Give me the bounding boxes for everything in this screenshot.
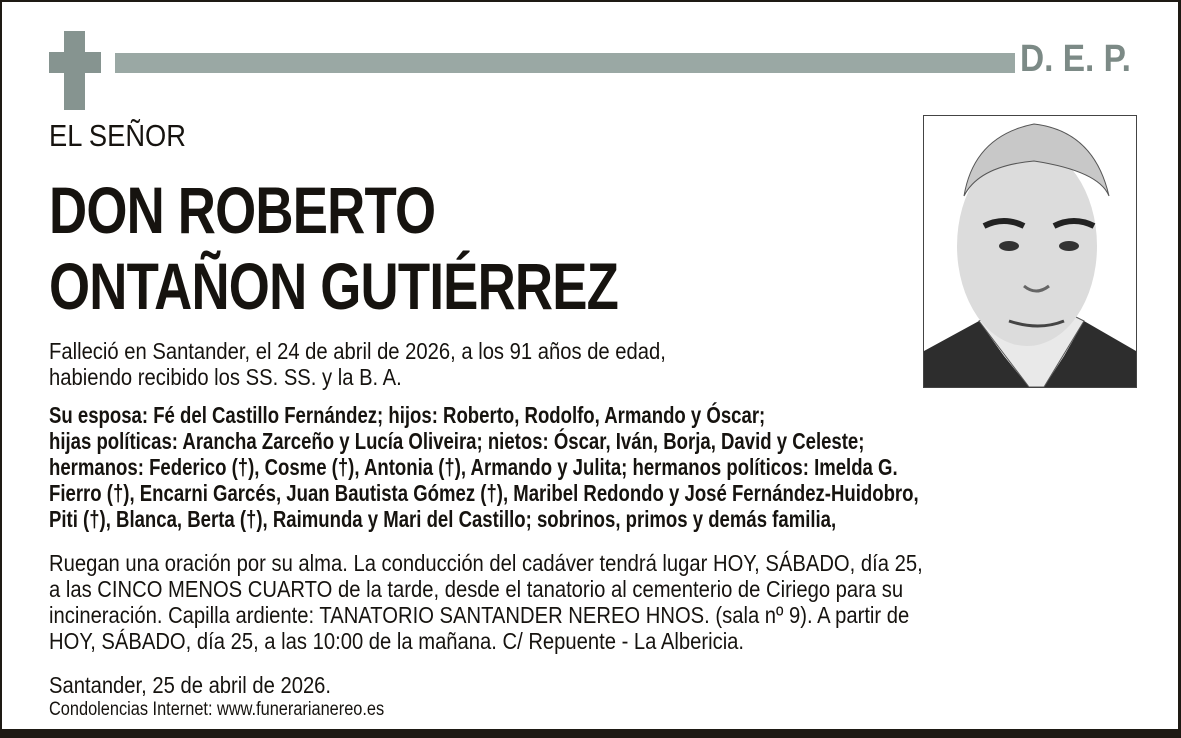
- portrait-photo: [923, 115, 1137, 388]
- condolences-link[interactable]: Condolencias Internet: www.funerarianereo.es: [49, 699, 385, 720]
- name-line-2: ONTAÑON GUTIÉRREZ: [49, 249, 619, 323]
- header-rule: [115, 53, 1015, 73]
- family-line: hermanos: Federico (†), Cosme (†), Antonia (†), Armando y Julita; hermanos políticos: Imelda G.: [49, 454, 898, 480]
- service-line: incineración. Capilla ardiente: TANATORIO SANTANDER NEREO HNOS. (sala nº 9). A partir de: [49, 602, 910, 628]
- family-line: Piti (†), Blanca, Berta (†), Raimunda y Mari del Castillo; sobrinos, primos y demás familia,: [49, 506, 837, 532]
- name-line-1: DON ROBERTO: [49, 173, 436, 247]
- obituary-card: [2, 2, 1178, 729]
- service-line: HOY, SÁBADO, día 25, a las 10:00 de la mañana. C/ Repuente - La Albericia.: [49, 628, 745, 654]
- deceased-name: [49, 172, 618, 324]
- family-line: hijas políticas: Arancha Zarceño y Lucía Oliveira; nietos: Óscar, Iván, Borja, David y Celeste;: [49, 428, 865, 454]
- death-notice-line-1: Falleció en Santander, el 24 de abril de 2026, a los 91 años de edad,: [49, 338, 666, 364]
- service-line: Ruegan una oración por su alma. La conducción del cadáver tendrá lugar HOY, SÁBADO, día 25,: [49, 550, 923, 576]
- portrait-icon: [924, 116, 1136, 387]
- place-date: Santander, 25 de abril de 2026.: [49, 672, 332, 698]
- dep-label: D. E. P.: [1020, 38, 1131, 80]
- family-line: Su esposa: Fé del Castillo Fernández; hijos: Roberto, Rodolfo, Armando y Óscar;: [49, 402, 766, 428]
- family-line: Fierro (†), Encarni Garcés, Juan Bautista Gómez (†), Maribel Redondo y José Fernández-Huidobro,: [49, 480, 919, 506]
- service-line: a las CINCO MENOS CUARTO de la tarde, desde el tanatorio al cementerio de Ciriego para su: [49, 576, 904, 602]
- honorific: EL SEÑOR: [49, 118, 186, 153]
- latin-cross-icon-arm: [49, 52, 101, 73]
- death-notice-line-2: habiendo recibido los SS. SS. y la B. A.: [49, 364, 402, 390]
